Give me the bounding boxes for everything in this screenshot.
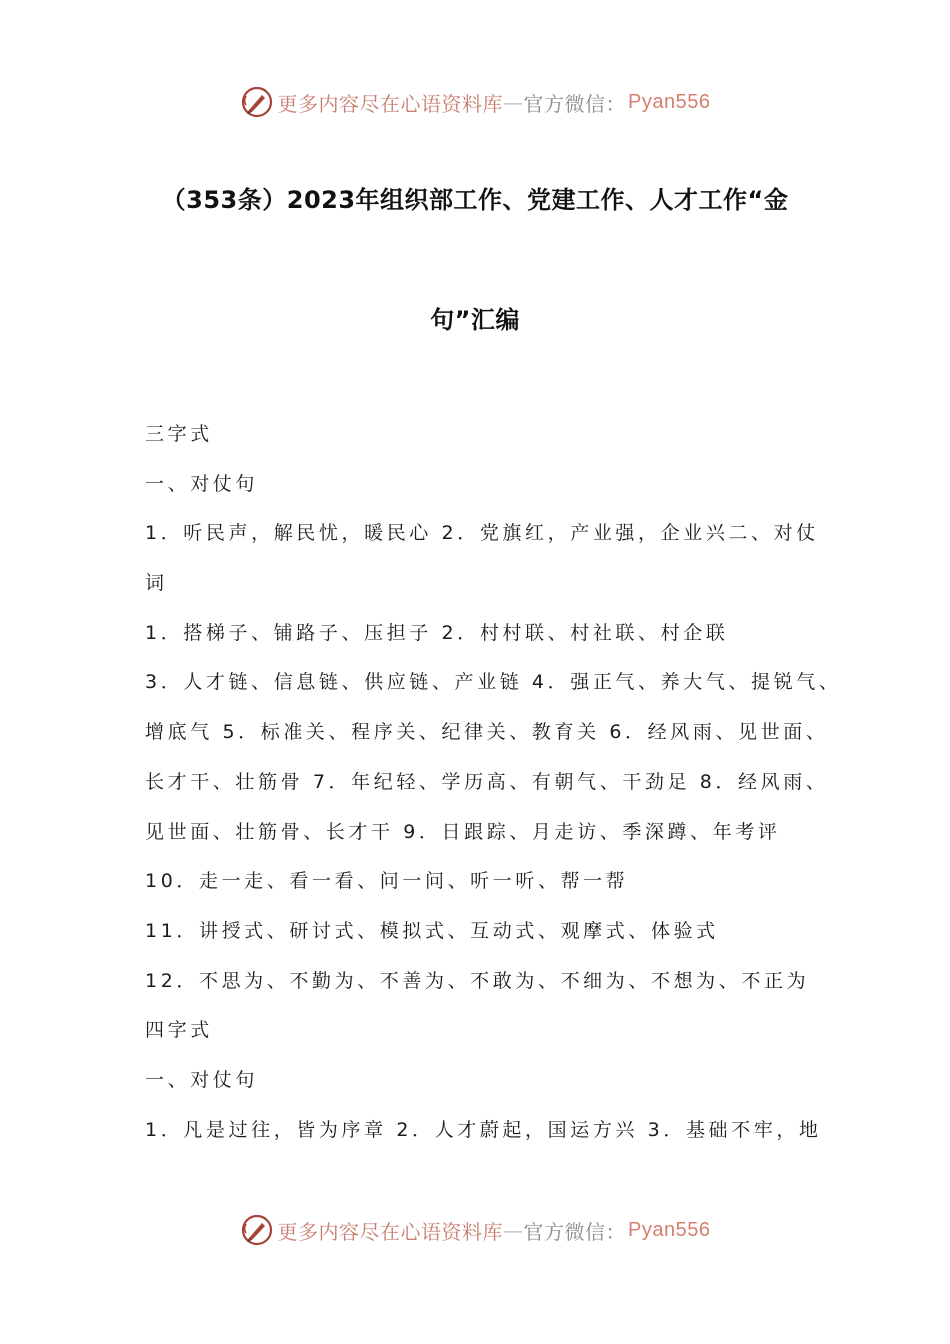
- text-line: 见世面、壮筋骨、长才干 9．日跟踪、月走访、季深蹲、年考评: [145, 820, 781, 843]
- banner-separator: —: [503, 1218, 524, 1242]
- banner-text: 更多内容尽在心语资料库: [277, 1219, 504, 1244]
- wechat-label: 官方微信：: [523, 1219, 627, 1244]
- text-line: 1．听民声，解民忧，暖民心 2．党旗红，产业强，企业兴二、对仗: [145, 522, 819, 545]
- wechat-id: Pyan556: [628, 90, 711, 113]
- wechat-label: 官方微信：: [523, 91, 627, 116]
- text-line: 词: [145, 572, 168, 595]
- text-line: 11．讲授式、研讨式、模拟式、互动式、观摩式、体验式: [145, 919, 719, 942]
- text-line: 1．凡是过往，皆为序章 2．人才蔚起，国运方兴 3．基础不牢，地: [145, 1118, 822, 1141]
- subsection-heading: 一、对仗句: [145, 472, 259, 495]
- text-line: 1．搭梯子、铺路子、压担子 2．村村联、村社联、村企联: [145, 621, 729, 644]
- text-line: 增底气 5．标准关、程序关、纪律关、教育关 6．经风雨、见世面、: [145, 721, 829, 744]
- pen-logo-icon: [240, 1213, 274, 1247]
- wechat-id: Pyan556: [628, 1218, 711, 1241]
- section-heading: 三字式: [145, 423, 213, 445]
- footer-banner: [0, 1208, 950, 1252]
- text-line: 3．人才链、信息链、供应链、产业链 4．强正气、养大气、提锐气、: [145, 671, 842, 694]
- document-body: [145, 414, 842, 1159]
- document-title-line-1: （353条）2023年组织部工作、党建工作、人才工作“金: [161, 186, 789, 214]
- subsection-heading: 一、对仗句: [145, 1068, 259, 1091]
- banner-separator: —: [503, 90, 524, 114]
- document-title-line-2: 句”汇编: [430, 306, 520, 334]
- banner-text: 更多内容尽在心语资料库: [277, 91, 504, 116]
- text-line: 10．走一走、看一看、问一问、听一听、帮一帮: [145, 870, 629, 893]
- section-heading: 四字式: [145, 1019, 213, 1042]
- pen-logo-icon: [240, 85, 274, 119]
- text-line: 12．不思为、不勤为、不善为、不敢为、不细为、不想为、不正为: [145, 969, 810, 992]
- header-banner: [0, 80, 950, 124]
- text-line: 长才干、壮筋骨 7．年纪轻、学历高、有朝气、干劲足 8．经风雨、: [145, 770, 829, 793]
